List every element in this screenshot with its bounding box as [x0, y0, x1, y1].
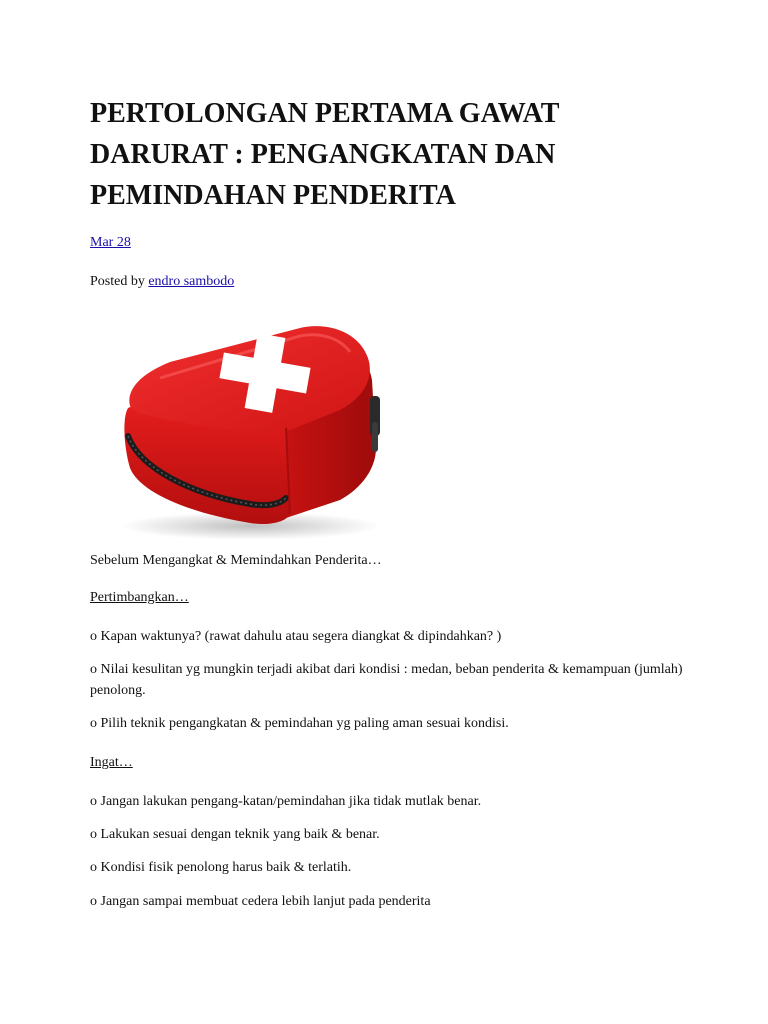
first-aid-kit-icon [100, 318, 390, 543]
list-item: o Kapan waktunya? (rawat dahulu atau segera diangkat & dipindahkan? ) [90, 629, 502, 644]
list-item: o Nilai kesulitan yg mungkin terjadi akibat dari kondisi : medan, beban penderita & kemampuan (jumlah) penolong. [90, 662, 683, 698]
list-item: o Lakukan sesuai dengan teknik yang baik & benar. [90, 827, 380, 842]
section-heading-pertimbangkan: Pertimbangkan… [90, 590, 189, 605]
author-link[interactable]: endro sambodo [148, 274, 235, 289]
section-heading-ingat: Ingat… [90, 755, 133, 770]
date-link[interactable]: Mar 28 [90, 235, 131, 250]
post-author-line [90, 273, 234, 291]
list-item: o Jangan lakukan pengang-katan/pemindahan jika tidak mutlak benar. [90, 794, 482, 809]
first-aid-kit-image [100, 318, 390, 543]
list-item: o Kondisi fisik penolong harus baik & terlatih. [90, 860, 352, 875]
posted-by-label: Posted by [90, 274, 149, 289]
list-item: o Pilih teknik pengangkatan & pemindahan yg paling aman sesuai kondisi. [90, 716, 509, 731]
intro-text: Sebelum Mengangkat & Memindahkan Penderita… [90, 553, 382, 568]
article-title: PERTOLONGAN PERTAMA GAWAT DARURAT : PENGANGKATAN DAN PEMINDAHAN PENDERITA [90, 98, 559, 211]
post-date [90, 234, 131, 252]
list-item: o Jangan sampai membuat cedera lebih lanjut pada penderita [90, 894, 431, 909]
